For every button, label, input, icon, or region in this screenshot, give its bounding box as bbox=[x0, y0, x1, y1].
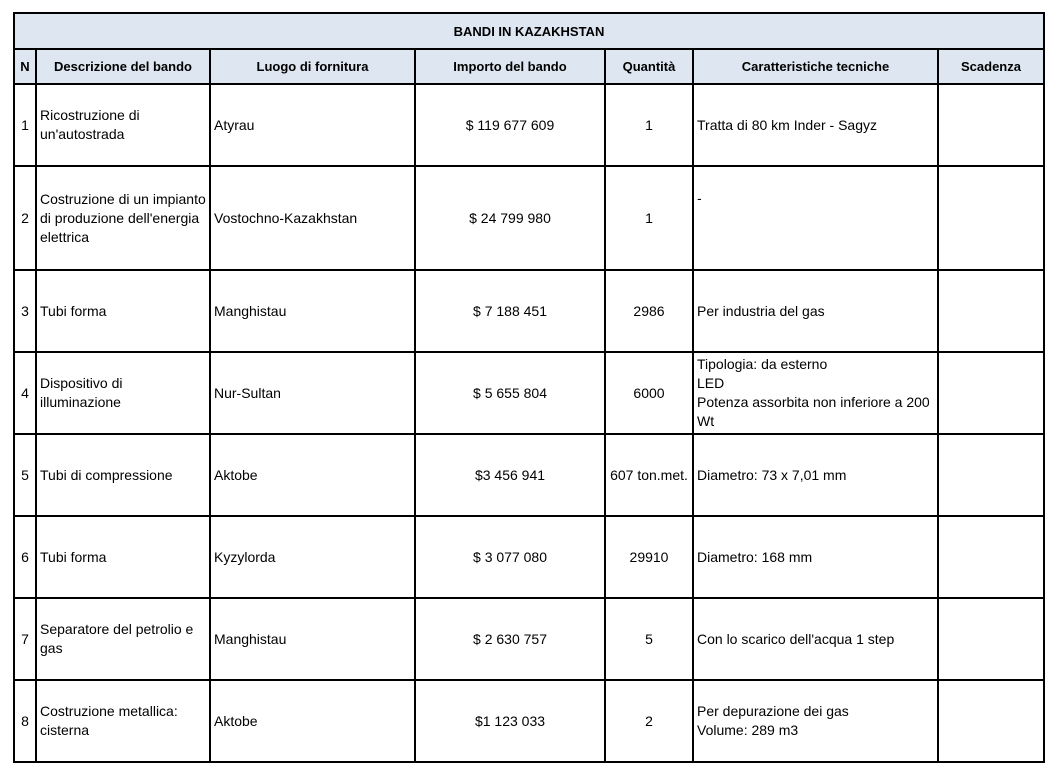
cell-descrizione: Ricostruzione di un'autostrada bbox=[36, 84, 210, 166]
cell-scadenza bbox=[938, 352, 1044, 434]
cell-importo: $1 123 033 bbox=[415, 680, 605, 762]
column-header-n: N bbox=[14, 49, 36, 84]
cell-n: 3 bbox=[14, 270, 36, 352]
column-header-scadenza: Scadenza bbox=[938, 49, 1044, 84]
cell-scadenza bbox=[938, 516, 1044, 598]
cell-caratteristiche: Tratta di 80 km Inder - Sagyz bbox=[693, 84, 938, 166]
cell-luogo: Aktobe bbox=[210, 680, 415, 762]
cell-luogo: Aktobe bbox=[210, 434, 415, 516]
cell-descrizione: Costruzione di un impianto di produzione dell'energia elettrica bbox=[36, 166, 210, 270]
cell-n: 8 bbox=[14, 680, 36, 762]
cell-luogo: Manghistau bbox=[210, 598, 415, 680]
cell-quantita: 1 bbox=[605, 84, 693, 166]
table-row bbox=[14, 270, 1044, 352]
cell-descrizione: Tubi forma bbox=[36, 516, 210, 598]
cell-luogo: Nur-Sultan bbox=[210, 352, 415, 434]
table-row bbox=[14, 516, 1044, 598]
cell-descrizione: Separatore del petrolio e gas bbox=[36, 598, 210, 680]
cell-caratteristiche: Con lo scarico dell'acqua 1 step bbox=[693, 598, 938, 680]
cell-scadenza bbox=[938, 598, 1044, 680]
cell-n: 2 bbox=[14, 166, 36, 270]
cell-luogo: Atyrau bbox=[210, 84, 415, 166]
column-header-luogo: Luogo di fornitura bbox=[210, 49, 415, 84]
cell-caratteristiche: Per industria del gas bbox=[693, 270, 938, 352]
cell-n: 4 bbox=[14, 352, 36, 434]
header-row bbox=[14, 49, 1044, 84]
cell-n: 6 bbox=[14, 516, 36, 598]
column-header-caratteristiche: Caratteristiche tecniche bbox=[693, 49, 938, 84]
table-row bbox=[14, 352, 1044, 434]
cell-caratteristiche: Per depurazione dei gas Volume: 289 m3 bbox=[693, 680, 938, 762]
cell-quantita: 1 bbox=[605, 166, 693, 270]
cell-importo: $ 5 655 804 bbox=[415, 352, 605, 434]
cell-scadenza bbox=[938, 166, 1044, 270]
cell-quantita: 29910 bbox=[605, 516, 693, 598]
cell-quantita: 2986 bbox=[605, 270, 693, 352]
table-row bbox=[14, 166, 1044, 270]
table-row bbox=[14, 598, 1044, 680]
cell-quantita: 607 ton.met. bbox=[605, 434, 693, 516]
cell-n: 1 bbox=[14, 84, 36, 166]
tenders-table bbox=[13, 12, 1045, 763]
column-header-importo: Importo del bando bbox=[415, 49, 605, 84]
tenders-table-container bbox=[13, 12, 1045, 763]
cell-luogo: Kyzylorda bbox=[210, 516, 415, 598]
table-row bbox=[14, 434, 1044, 516]
cell-scadenza bbox=[938, 84, 1044, 166]
cell-luogo: Manghistau bbox=[210, 270, 415, 352]
cell-caratteristiche: Diametro: 168 mm bbox=[693, 516, 938, 598]
cell-quantita: 6000 bbox=[605, 352, 693, 434]
cell-descrizione: Tubi forma bbox=[36, 270, 210, 352]
cell-descrizione: Dispositivo di illuminazione bbox=[36, 352, 210, 434]
cell-importo: $ 119 677 609 bbox=[415, 84, 605, 166]
cell-importo: $ 2 630 757 bbox=[415, 598, 605, 680]
table-row bbox=[14, 680, 1044, 762]
cell-scadenza bbox=[938, 434, 1044, 516]
cell-caratteristiche: - bbox=[693, 166, 938, 270]
cell-importo: $3 456 941 bbox=[415, 434, 605, 516]
cell-scadenza bbox=[938, 270, 1044, 352]
cell-quantita: 5 bbox=[605, 598, 693, 680]
cell-importo: $ 24 799 980 bbox=[415, 166, 605, 270]
cell-quantita: 2 bbox=[605, 680, 693, 762]
cell-descrizione: Costruzione metallica: cisterna bbox=[36, 680, 210, 762]
cell-luogo: Vostochno-Kazakhstan bbox=[210, 166, 415, 270]
column-header-quantita: Quantità bbox=[605, 49, 693, 84]
column-header-descrizione: Descrizione del bando bbox=[36, 49, 210, 84]
cell-descrizione: Tubi di compressione bbox=[36, 434, 210, 516]
cell-n: 7 bbox=[14, 598, 36, 680]
table-row bbox=[14, 84, 1044, 166]
cell-importo: $ 7 188 451 bbox=[415, 270, 605, 352]
cell-scadenza bbox=[938, 680, 1044, 762]
table-title: BANDI IN KAZAKHSTAN bbox=[14, 13, 1044, 49]
cell-caratteristiche: Tipologia: da esterno LED Potenza assorbita non inferiore a 200 Wt bbox=[693, 352, 938, 434]
cell-importo: $ 3 077 080 bbox=[415, 516, 605, 598]
cell-caratteristiche: Diametro: 73 x 7,01 mm bbox=[693, 434, 938, 516]
cell-n: 5 bbox=[14, 434, 36, 516]
